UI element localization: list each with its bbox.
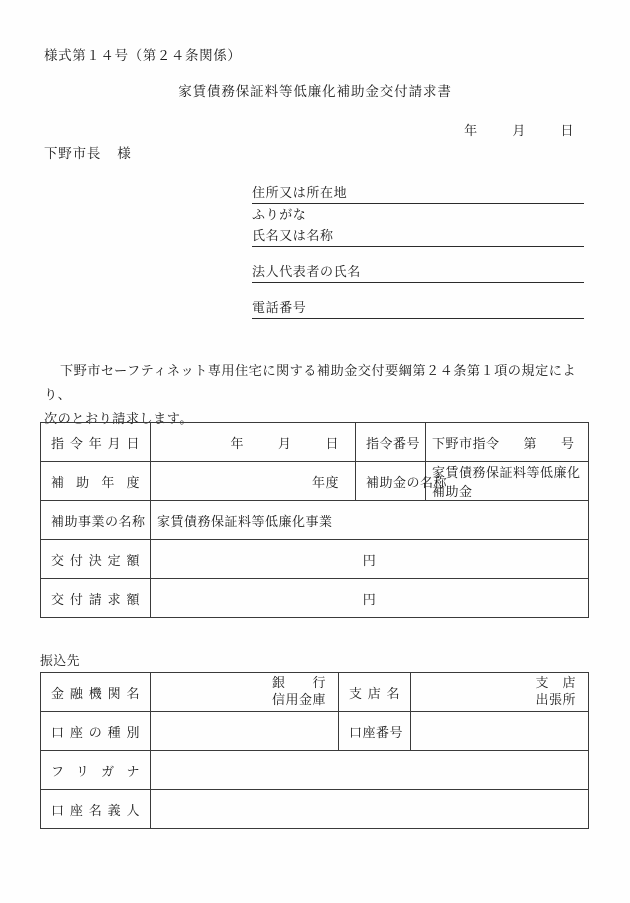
- applicant-spacer-1: [252, 247, 584, 261]
- body-text-line-1: 下野市セーフティネット専用住宅に関する補助金交付要綱第２４条第１項の規定により、: [44, 364, 576, 403]
- applicant-spacer-2: [252, 283, 584, 297]
- date-month-label: 月: [512, 124, 526, 139]
- bank-type-option-shinkin: 信用金庫: [271, 693, 326, 708]
- cell-account-holder-value[interactable]: [151, 790, 589, 829]
- cell-bank-name-value[interactable]: [151, 673, 339, 712]
- row-label-account-type: 口座の種別: [41, 712, 151, 751]
- bank-transfer-table: [40, 672, 589, 829]
- applicant-representative-field[interactable]: [252, 261, 584, 283]
- row-label-decided-amount: 交付決定額: [41, 540, 151, 579]
- applicant-furigana-field[interactable]: [252, 204, 584, 225]
- applicant-address-label: 住所又は所在地: [252, 186, 348, 201]
- table-row: [41, 790, 589, 829]
- addressee: [44, 142, 132, 162]
- row-label-account-furigana: フリガナ: [41, 751, 151, 790]
- order-date-day: 日: [325, 436, 339, 452]
- applicant-phone-field[interactable]: [252, 297, 584, 319]
- table-row: [41, 501, 589, 540]
- applicant-representative-label: 法人代表者の氏名: [252, 265, 361, 280]
- cell-account-furigana-value[interactable]: [151, 751, 589, 790]
- row-label-subsidy-name: 補助金の名称: [356, 462, 426, 501]
- cell-order-number-value[interactable]: [426, 423, 589, 462]
- order-date-month: 月: [277, 436, 292, 452]
- cell-subsidy-name-value: 家賃債務保証料等低廉化補助金: [426, 462, 589, 501]
- table-row: [41, 540, 589, 579]
- table-row: [41, 579, 589, 618]
- row-label-bank-name: 金融機関名: [41, 673, 151, 712]
- date-day-label: 日: [560, 124, 574, 139]
- row-label-requested-amount: 交付請求額: [41, 579, 151, 618]
- addressee-honorific: 様: [117, 146, 132, 162]
- cell-branch-name-value[interactable]: [411, 673, 589, 712]
- date-line: [0, 120, 588, 139]
- cell-account-type-value[interactable]: [151, 712, 339, 751]
- bank-section-caption: 振込先: [40, 654, 81, 669]
- cell-decided-amount-value[interactable]: 円: [151, 540, 589, 579]
- cell-account-number-value[interactable]: [411, 712, 589, 751]
- table-row: [41, 673, 589, 712]
- row-label-order-date: 指令年月日: [41, 423, 151, 462]
- applicant-furigana-label: ふりがな: [252, 208, 307, 223]
- grant-request-table: [40, 422, 589, 618]
- row-label-order-number: 指令番号: [356, 423, 426, 462]
- cell-order-date-value[interactable]: [151, 423, 356, 462]
- addressee-name: 下野市長: [44, 146, 102, 162]
- row-label-account-holder: 口座名義人: [41, 790, 151, 829]
- applicant-name-label: 氏名又は名称: [252, 229, 334, 244]
- branch-type-option-office: 出張所: [535, 693, 576, 708]
- order-number-prefix: 下野市指令: [432, 436, 500, 452]
- bank-type-option-bank: 銀 行: [271, 676, 326, 691]
- page-title: 家賃債務保証料等低廉化補助金交付請求書: [178, 84, 452, 100]
- order-number-dai: 第: [523, 436, 538, 452]
- applicant-name-field[interactable]: [252, 225, 584, 247]
- cell-requested-amount-value[interactable]: 円: [151, 579, 589, 618]
- row-label-account-number: 口座番号: [339, 712, 411, 751]
- table-row: [41, 462, 589, 501]
- cell-project-name-value: 家賃債務保証料等低廉化事業: [151, 501, 589, 540]
- branch-type-option-branch: 支 店: [535, 676, 576, 691]
- body-text-line-2: 次のとおり請求します。: [44, 412, 193, 427]
- table-row: [41, 423, 589, 462]
- row-label-branch-name: 支店名: [339, 673, 411, 712]
- order-date-year: 年: [230, 436, 244, 452]
- cell-fiscal-year-value[interactable]: 年度: [151, 462, 356, 501]
- table-row: [41, 712, 589, 751]
- applicant-block: [252, 182, 584, 319]
- table-row: [41, 751, 589, 790]
- applicant-address-field[interactable]: [252, 182, 584, 204]
- row-label-project-name: 補助事業の名称: [41, 501, 151, 540]
- form-number: 様式第１４号（第２４条関係）: [44, 48, 242, 64]
- applicant-phone-label: 電話番号: [252, 301, 307, 316]
- row-label-fiscal-year: 補助年度: [41, 462, 151, 501]
- date-year-label: 年: [464, 124, 478, 139]
- order-number-gou: 号: [561, 436, 575, 452]
